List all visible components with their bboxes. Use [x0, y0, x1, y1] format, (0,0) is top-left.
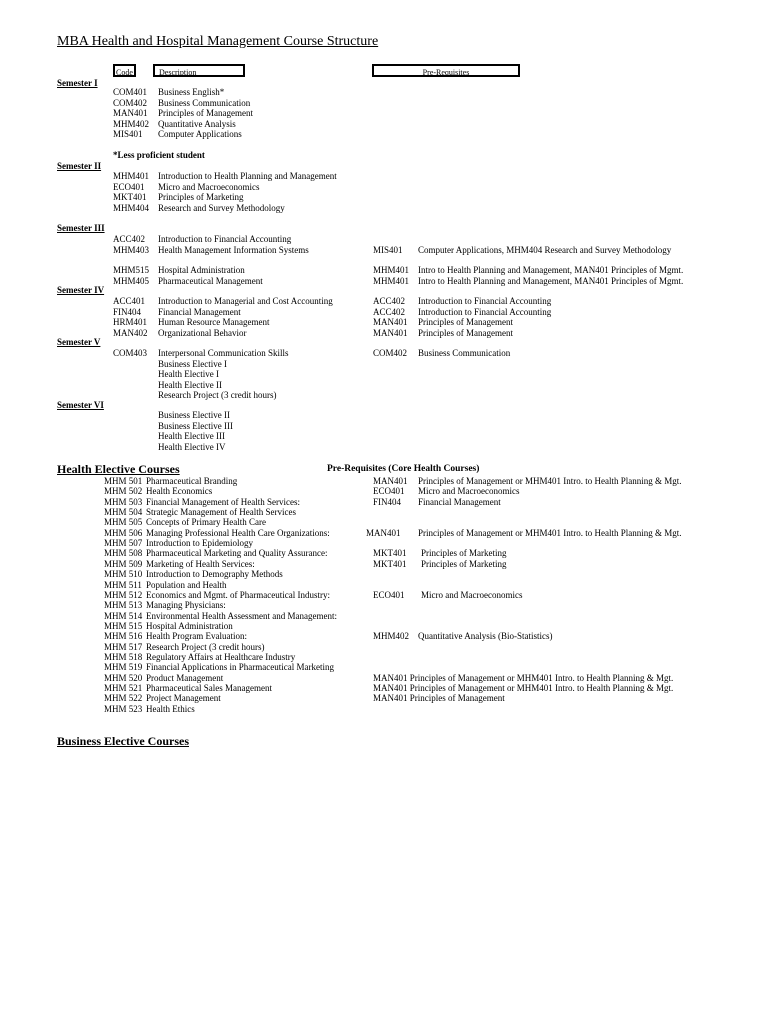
course-code: MHM405	[113, 275, 150, 286]
course-description: Environmental Health Assessment and Management:	[146, 610, 337, 621]
course-code: MHM 503	[104, 496, 143, 507]
course-description: Pharmaceutical Branding	[146, 476, 238, 486]
course-description: Hospital Administration	[158, 265, 245, 275]
prereq-description: Quantitative Analysis (Bio-Statistics)	[418, 631, 553, 642]
prereq-code: MHM402	[373, 631, 410, 642]
course-description: Financial Applications in Pharmaceutical Marketing	[146, 662, 334, 673]
prereq-description: Principles of Management	[418, 327, 513, 338]
course-code: MHM515	[113, 265, 150, 275]
course-code: COM403	[113, 348, 148, 358]
course-description: Introduction to Financial Accounting	[158, 234, 292, 244]
prereq-code: MAN401	[373, 476, 408, 486]
course-description: Business Elective III	[158, 420, 233, 431]
semester-4-label: Semester IV	[57, 285, 105, 295]
course-code: MHM 501	[104, 476, 143, 486]
prereq-code: MKT401	[373, 548, 407, 559]
course-description: Business Elective I	[158, 358, 227, 369]
course-code: FIN404	[113, 306, 142, 317]
prereq-description: MAN401 Principles of Management or MHM401 Intro. to Health Planning & Mgt.	[373, 672, 674, 683]
course-description: Computer Applications	[158, 129, 242, 139]
course-code: MKT401	[113, 192, 147, 202]
course-description: Human Resource Management	[158, 317, 270, 327]
course-code: MHM 517	[104, 641, 143, 652]
prereq-description: Principles of Marketing	[421, 548, 507, 559]
course-description: Quantitative Analysis	[158, 118, 236, 129]
course-description: Micro and Macroeconomics	[158, 181, 260, 192]
course-description: Managing Professional Health Care Organizations:	[146, 527, 330, 538]
course-code: MHM402	[113, 118, 150, 129]
course-code: MHM 518	[104, 651, 143, 662]
prereq-description: Introduction to Financial Accounting	[418, 306, 552, 317]
course-description: Health Economics	[146, 486, 213, 497]
semester-3-label: Semester III	[57, 223, 105, 233]
semester-2-label: Semester II	[57, 161, 102, 171]
course-code: MHM 510	[104, 569, 143, 580]
course-description: Health Ethics	[146, 703, 195, 714]
course-code: MHM 511	[104, 579, 142, 590]
course-code: ACC401	[113, 296, 146, 306]
prereq-code: ACC402	[373, 296, 406, 306]
course-description: Business English*	[158, 87, 225, 97]
semester-6-label: Semester VI	[57, 400, 104, 410]
prereq-description: Intro to Health Planning and Management, MAN401 Principles of Mgmt.	[418, 265, 684, 275]
prereq-description: MAN401 Principles of Management or MHM401 Intro. to Health Planning & Mgt.	[373, 683, 674, 693]
course-description: Regulatory Affairs at Healthcare Industry	[146, 651, 296, 662]
prereq-description: Financial Management	[418, 496, 501, 507]
course-code: MHM 504	[104, 507, 143, 518]
code-header: Code	[113, 64, 136, 77]
prereq-description: Principles of Marketing	[421, 558, 507, 569]
prereq-code: MHM401	[373, 265, 410, 275]
course-code: MHM403	[113, 244, 150, 255]
course-description: Health Elective III	[158, 431, 225, 441]
prereq-description: Intro to Health Planning and Management, MAN401 Principles of Mgmt.	[418, 275, 684, 286]
course-code: MHM 519	[104, 662, 143, 673]
course-description: Research and Survey Methodology	[158, 202, 285, 213]
footnote: *Less proficient student	[113, 150, 205, 160]
prereq-description: Business Communication	[418, 348, 511, 358]
course-code: MIS401	[113, 129, 143, 139]
page-title: MBA Health and Hospital Management Course Structure	[57, 34, 379, 49]
course-description: Principles of Marketing	[158, 192, 244, 202]
prereq-code: ACC402	[373, 306, 406, 317]
course-code: MHM 502	[104, 486, 143, 497]
course-description: Product Management	[146, 672, 224, 683]
business-elective-heading: Business Elective Courses	[57, 734, 189, 748]
course-description: Pharmaceutical Marketing and Quality Assurance:	[146, 548, 328, 559]
course-code: MHM 506	[104, 527, 143, 538]
course-code: MHM 523	[104, 703, 143, 714]
course-code: MHM 521	[104, 683, 143, 693]
prereq-description: Micro and Macroeconomics	[418, 486, 520, 497]
course-description: Managing Physicians:	[146, 600, 226, 611]
course-code: MHM 505	[104, 517, 143, 528]
health-elective-heading: Health Elective Courses	[57, 462, 180, 476]
course-description: Marketing of Health Services:	[146, 558, 255, 569]
course-code: MHM404	[113, 202, 150, 213]
prereq-code: ECO401	[373, 486, 405, 497]
course-description: Health Program Evaluation:	[146, 631, 247, 642]
course-code: MHM 514	[104, 610, 143, 621]
course-description: Introduction to Health Planning and Management	[158, 171, 337, 181]
course-code: COM402	[113, 97, 148, 108]
course-code: MAN401	[113, 108, 148, 118]
course-code: MHM 515	[104, 620, 143, 631]
course-code: MHM 516	[104, 631, 143, 642]
prereq-code: COM402	[373, 348, 408, 358]
description-header: Description	[153, 64, 245, 77]
course-description: Health Elective I	[158, 369, 219, 379]
prereq-code: MKT401	[373, 558, 407, 569]
course-code: MAN402	[113, 327, 148, 338]
health-prereq-heading: Pre-Requisites (Core Health Courses)	[327, 464, 480, 474]
course-description: Interpersonal Communication Skills	[158, 348, 289, 358]
prereq-description: Principles of Management or MHM401 Intro. to Health Planning & Mgt.	[418, 476, 682, 486]
semester-5-label: Semester V	[57, 337, 101, 347]
semester-1-label: Semester I	[57, 78, 98, 88]
prereq-code: MAN401	[373, 317, 408, 327]
course-code: ECO401	[113, 181, 145, 192]
course-code: MHM 508	[104, 548, 143, 559]
course-code: MHM 513	[104, 600, 143, 611]
course-description: Pharmaceutical Management	[158, 275, 263, 286]
prereq-code: MIS401	[373, 244, 403, 255]
course-description: Pharmaceutical Sales Management	[146, 683, 272, 693]
prereq-code: FIN404	[373, 496, 402, 507]
prereq-description: MAN401 Principles of Management	[373, 693, 505, 704]
course-code: MHM 520	[104, 672, 143, 683]
course-description: Introduction to Managerial and Cost Accounting	[158, 296, 333, 306]
prereq-description: Introduction to Financial Accounting	[418, 296, 552, 306]
course-code: ACC402	[113, 234, 146, 244]
course-description: Introduction to Epidemiology	[146, 538, 253, 549]
course-description: Strategic Management of Health Services	[146, 507, 296, 518]
prereq-description: Principles of Management	[418, 317, 513, 327]
course-description: Introduction to Demography Methods	[146, 569, 283, 580]
course-description: Health Elective II	[158, 379, 222, 390]
course-description: Hospital Administration	[146, 620, 233, 631]
course-code: MHM 522	[104, 693, 143, 704]
prereq-code: MAN401	[373, 327, 408, 338]
course-description: Research Project (3 credit hours)	[146, 641, 265, 652]
prereq-code: MHM401	[373, 275, 410, 286]
course-description: Population and Health	[146, 579, 227, 590]
course-code: MHM 512	[104, 589, 143, 600]
course-description: Principles of Management	[158, 108, 253, 118]
course-description: Health Management Information Systems	[158, 244, 309, 255]
course-code: HRM401	[113, 317, 148, 327]
course-description: Financial Management	[158, 306, 241, 317]
course-description: Business Communication	[158, 97, 251, 108]
prerequisites-header: Pre-Requisites	[372, 64, 520, 77]
course-description: Economics and Mgmt. of Pharmaceutical Industry:	[146, 589, 330, 600]
course-code: MHM 509	[104, 558, 143, 569]
course-description: Concepts of Primary Health Care	[146, 517, 266, 528]
prereq-description: Principles of Management or MHM401 Intro. to Health Planning & Mgt.	[418, 527, 682, 538]
course-description: Research Project (3 credit hours)	[158, 390, 277, 400]
prereq-description: Micro and Macroeconomics	[421, 589, 523, 600]
course-description: Organizational Behavior	[158, 327, 247, 338]
course-description: Health Elective IV	[158, 441, 226, 452]
course-code: MHM401	[113, 171, 150, 181]
course-description: Project Management	[146, 693, 221, 704]
course-description: Financial Management of Health Services:	[146, 496, 300, 507]
prereq-code: ECO401	[373, 589, 405, 600]
course-code: COM401	[113, 87, 148, 97]
prereq-code: MAN401	[366, 527, 401, 538]
course-code: MHM 507	[104, 538, 143, 549]
course-description: Business Elective II	[158, 410, 230, 420]
prereq-description: Computer Applications, MHM404 Research and Survey Methodology	[418, 244, 672, 255]
